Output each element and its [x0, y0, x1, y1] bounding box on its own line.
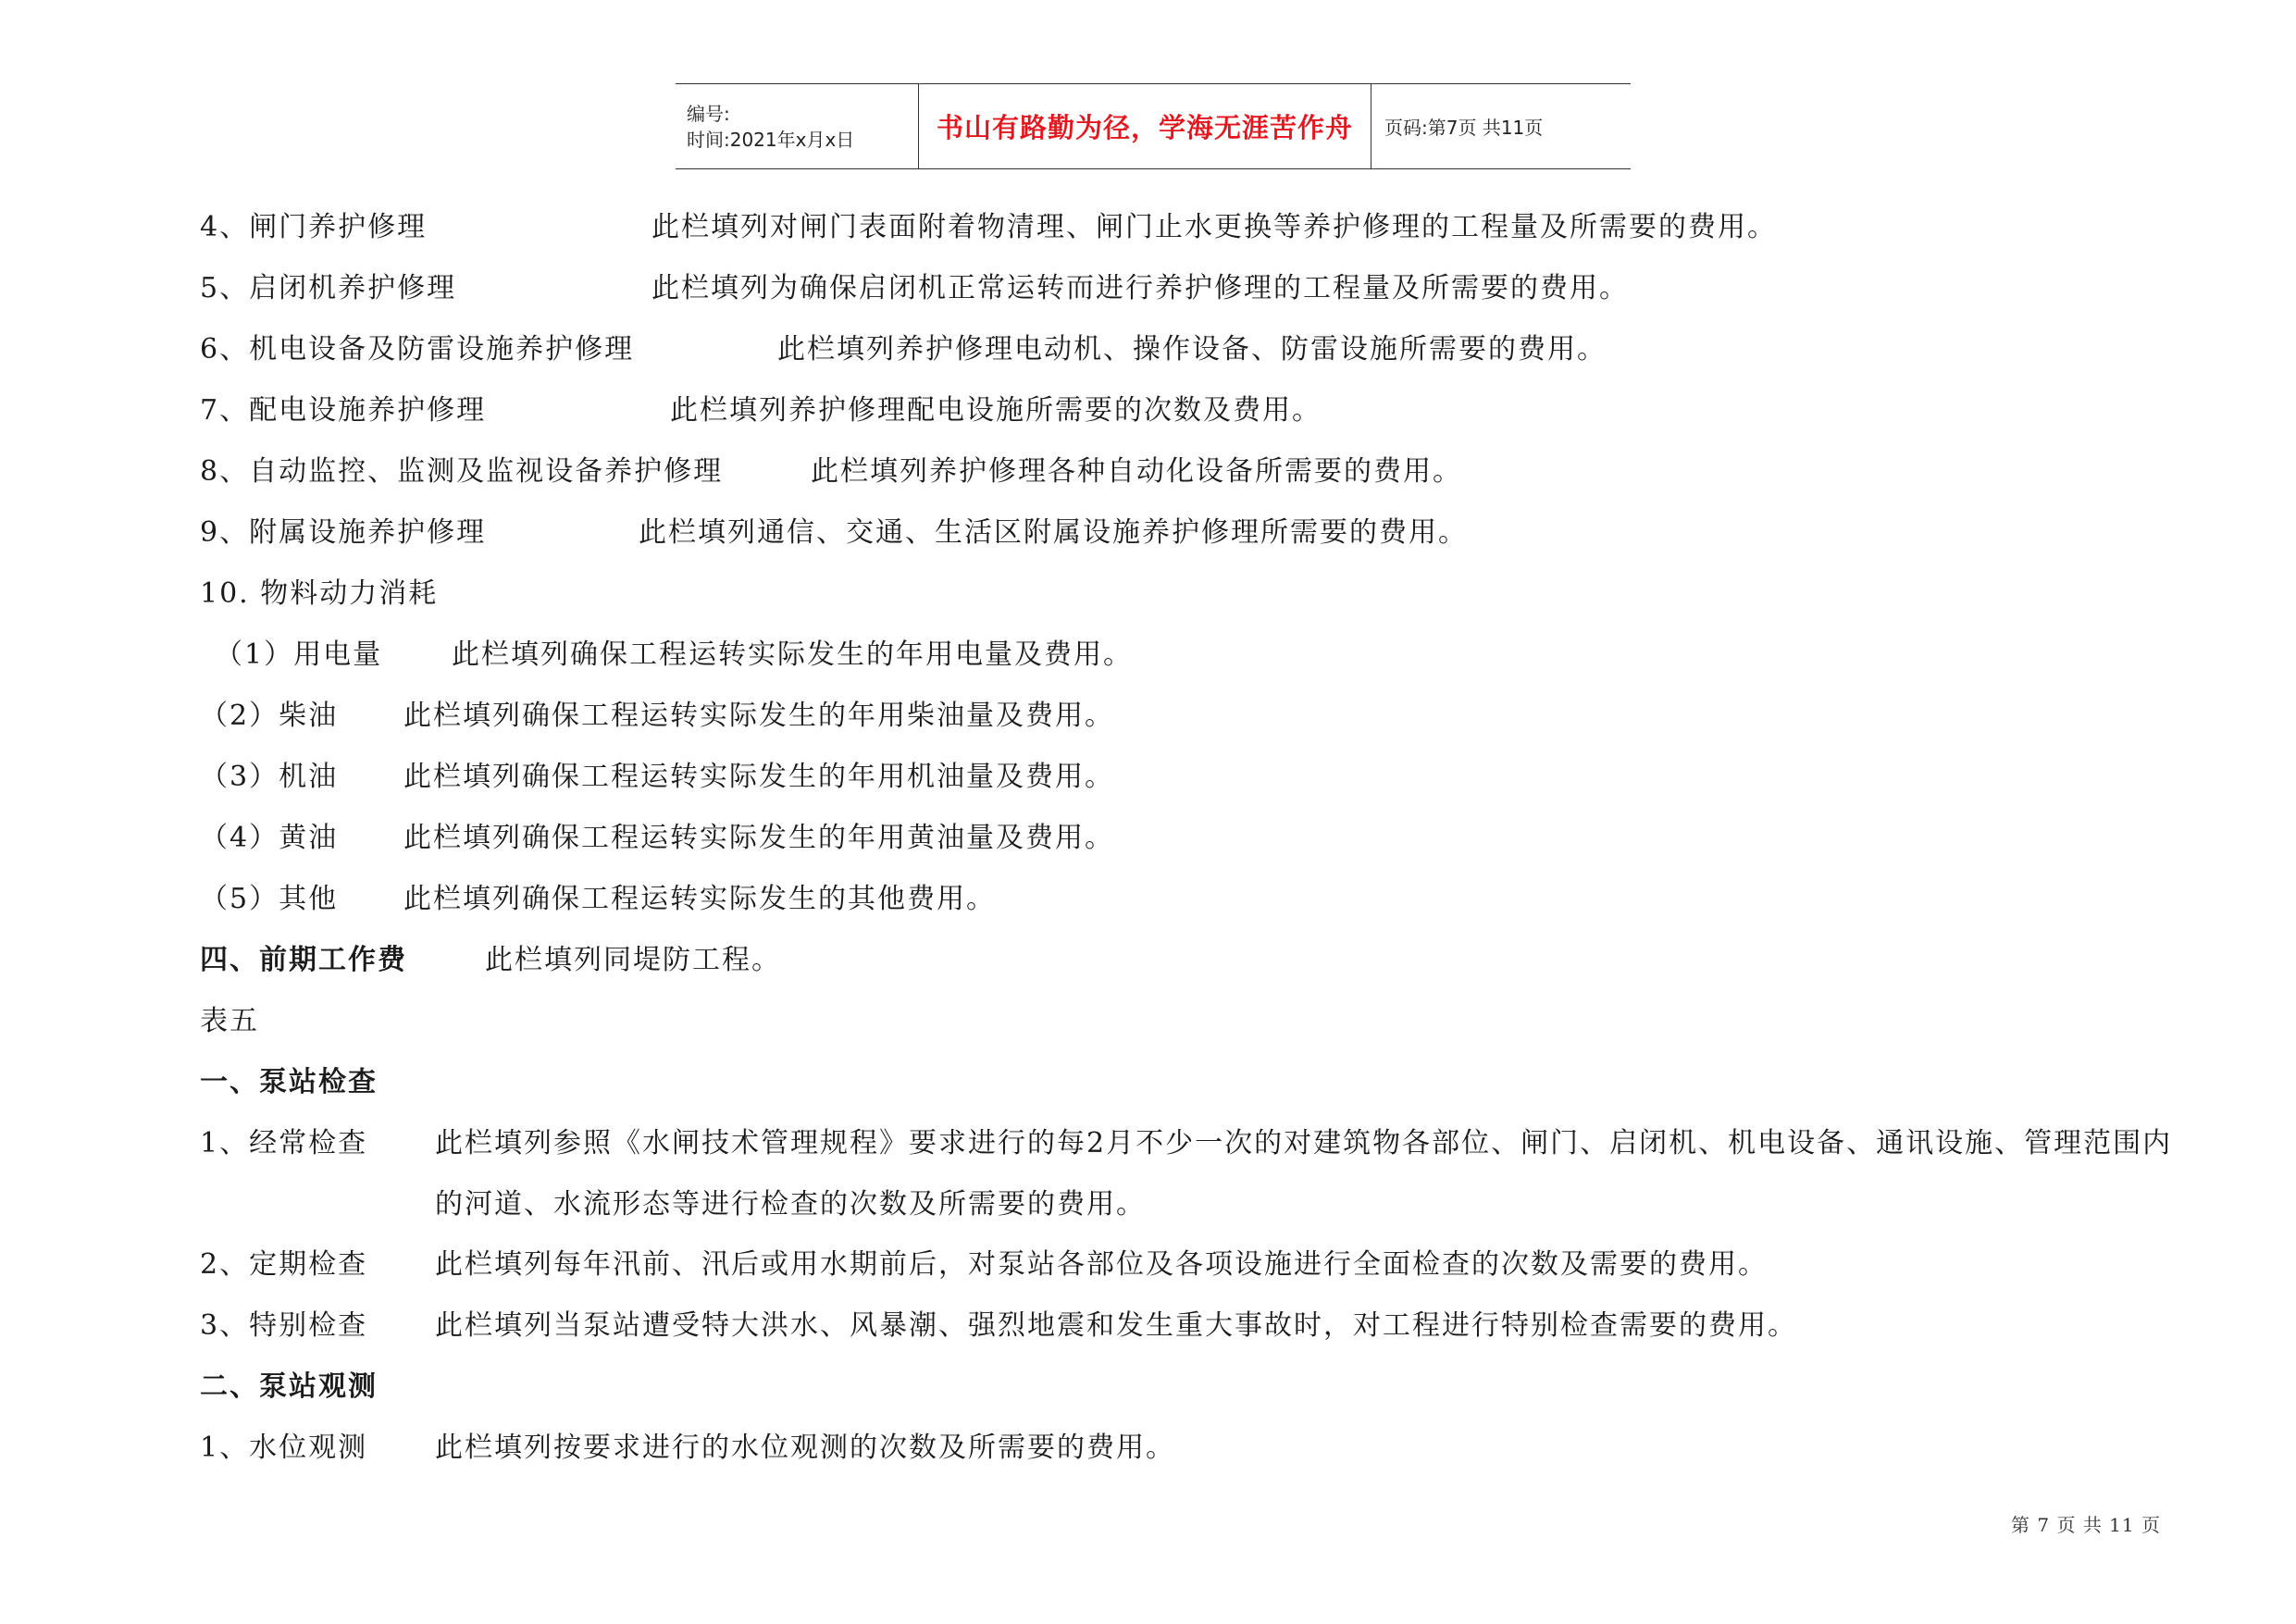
item-term: 4、闸门养护修理 — [200, 211, 428, 243]
item-term: （4）黄油 — [200, 822, 339, 854]
item-term: 10. 物料动力消耗 — [200, 577, 439, 610]
section-title — [200, 1369, 378, 1406]
item-desc: 此栏填列确保工程运转实际发生的年用机油量及费用。 — [403, 761, 1114, 793]
list-item — [200, 1246, 1768, 1283]
item-desc: 此栏填列养护修理电动机、操作设备、防雷设施所需要的费用。 — [777, 333, 1607, 366]
item-term: （1）用电量 — [215, 638, 383, 671]
header-page — [1371, 84, 1631, 168]
header-table — [676, 83, 1631, 169]
table-label — [200, 1003, 259, 1040]
list-item — [200, 209, 1777, 246]
list-item — [200, 331, 1607, 368]
list-item — [200, 576, 438, 613]
section-title: 四、前期工作费 — [200, 944, 407, 976]
list-item — [200, 698, 1114, 735]
header-meta — [676, 84, 918, 168]
section-desc: 此栏填列同堤防工程。 — [485, 944, 781, 976]
list-item — [200, 820, 1114, 857]
item-desc: 此栏填列通信、交通、生活区附属设施养护修理所需要的费用。 — [639, 516, 1468, 549]
item-desc: 此栏填列确保工程运转实际发生的其他费用。 — [403, 883, 996, 915]
item-desc-block — [435, 1125, 2184, 1235]
section-title-text: 一、泵站检查 — [200, 1066, 378, 1098]
item-term: 7、配电设施养护修理 — [200, 394, 487, 427]
motto-text: 书山有路勤为径，学海无涯苦作舟 — [936, 112, 1353, 143]
list-item — [200, 1125, 367, 1162]
item-term: 3、特别检查 — [200, 1309, 368, 1342]
item-term: 8、自动监控、监测及监视设备养护修理 — [200, 455, 724, 488]
item-term: （5）其他 — [200, 883, 339, 915]
item-term: 1、水位观测 — [200, 1432, 368, 1464]
list-item — [200, 514, 1468, 552]
list-item — [200, 392, 1322, 429]
item-term: 5、启闭机养护修理 — [200, 272, 457, 304]
item-desc: 此栏填列按要求进行的水位观测的次数及所需要的费用。 — [435, 1432, 1175, 1464]
list-item — [200, 270, 1629, 307]
item-term: （2）柴油 — [200, 700, 339, 732]
list-item — [200, 1308, 1797, 1345]
section-four — [200, 942, 781, 979]
item-desc: 此栏填列参照《水闸技术管理规程》要求进行的每2月不少一次的对建筑物各部位、闸门、启闭机、机电设备、通讯设施、管理范围内的河道、水流形态等进行检查的次数及所需要的费用。 — [435, 1127, 2173, 1221]
table-label-text: 表五 — [200, 1005, 259, 1037]
item-term: 9、附属设施养护修理 — [200, 516, 487, 549]
item-term: 1、经常检查 — [200, 1127, 368, 1159]
item-desc: 此栏填列养护修理配电设施所需要的次数及费用。 — [670, 394, 1322, 427]
list-item — [200, 881, 996, 918]
item-term: 6、机电设备及防雷设施养护修理 — [200, 333, 635, 366]
page-footer: 第 7 页 共 11 页 — [2011, 1514, 2161, 1536]
header-motto — [918, 84, 1371, 168]
list-item — [200, 759, 1114, 796]
section-title — [200, 1064, 378, 1101]
list-item — [200, 1430, 1175, 1467]
item-desc: 此栏填列养护修理各种自动化设备所需要的费用。 — [811, 455, 1462, 488]
item-desc: 此栏填列对闸门表面附着物清理、闸门止水更换等养护修理的工程量及所需要的费用。 — [652, 211, 1777, 243]
list-item — [215, 637, 1133, 674]
list-item — [200, 453, 1462, 490]
item-term: （3）机油 — [200, 761, 339, 793]
item-desc: 此栏填列为确保启闭机正常运转而进行养护修理的工程量及所需要的费用。 — [652, 272, 1629, 304]
item-term: 2、定期检查 — [200, 1248, 368, 1281]
item-desc: 此栏填列确保工程运转实际发生的年用黄油量及费用。 — [403, 822, 1114, 854]
number-label: 编号: — [687, 102, 730, 125]
page-label: 页码:第7页 共11页 — [1384, 117, 1544, 139]
item-desc: 此栏填列确保工程运转实际发生的年用电量及费用。 — [452, 638, 1133, 671]
time-label: 时间:2021年x月x日 — [687, 128, 855, 151]
item-desc: 此栏填列确保工程运转实际发生的年用柴油量及费用。 — [403, 700, 1114, 732]
item-desc: 此栏填列每年汛前、汛后或用水期前后，对泵站各部位及各项设施进行全面检查的次数及需要的费用。 — [435, 1248, 1768, 1281]
item-desc: 此栏填列当泵站遭受特大洪水、风暴潮、强烈地震和发生重大事故时，对工程进行特别检查需要的费用。 — [435, 1309, 1797, 1342]
section-title-text: 二、泵站观测 — [200, 1370, 378, 1403]
